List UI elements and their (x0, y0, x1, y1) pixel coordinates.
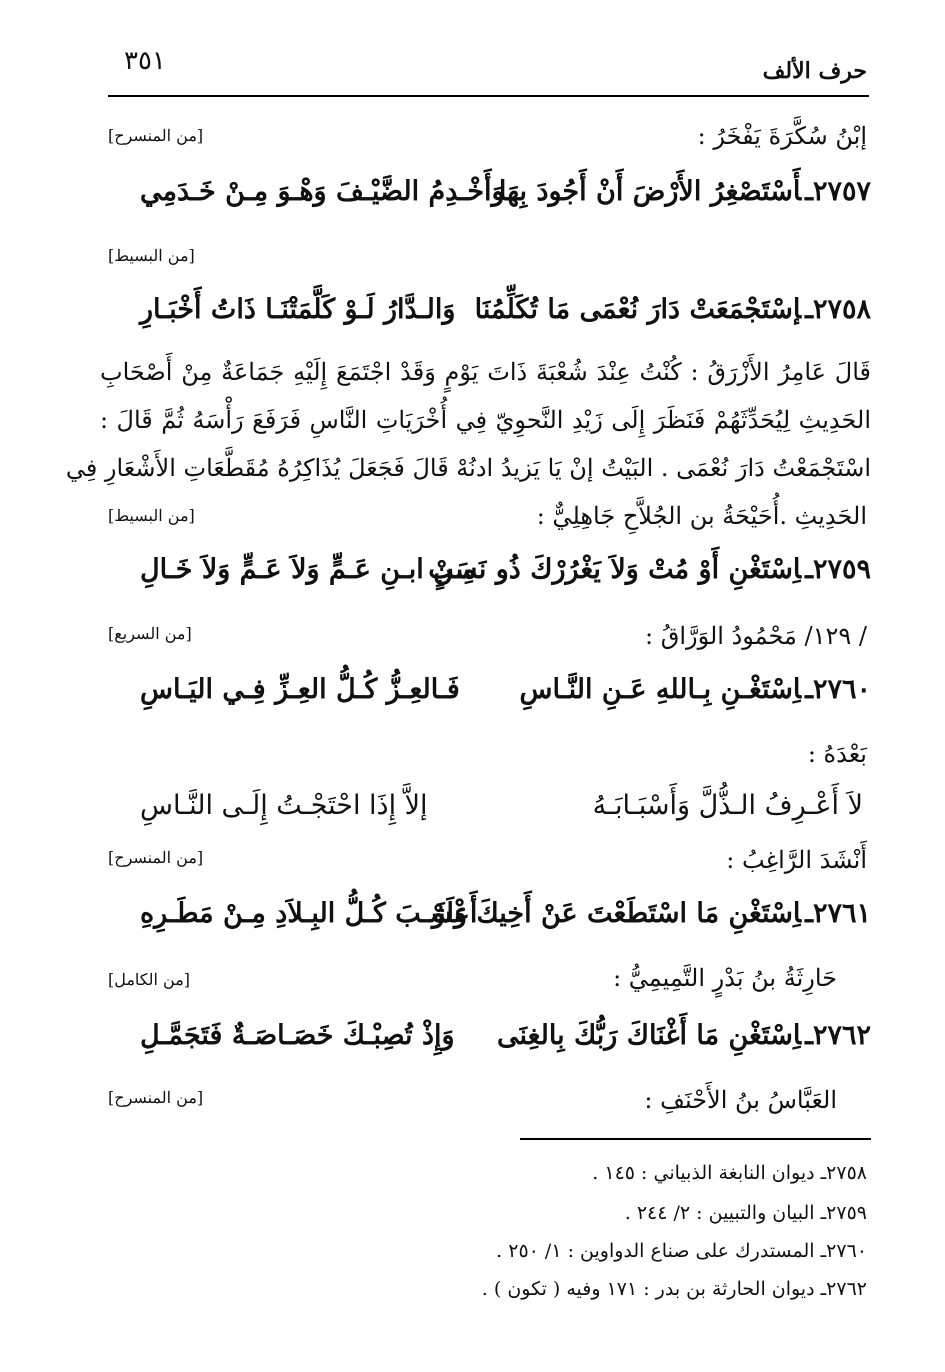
poet-intro: أَنْشَدَ الرَّاغِبُ : (726, 846, 867, 874)
prose-line: اسْتَجْمَعْتُ دَارَ نُعْمَى . البَيْتُ إنْ يَا يَزيدُ ادنُهْ قَالَ فَجَعَلَ يُذَاكِرُهُ مُقَطَّعَاتِ الأَشْعَارِ فِي (65, 454, 871, 482)
meter-label: [من المنسرح] (108, 1088, 204, 1107)
verse-2761 (100, 898, 871, 938)
verse-number: ٢٧٦٢ـ (805, 1020, 871, 1051)
meter-label: [من المنسرح] (108, 126, 204, 145)
verse-first-hemistich: ٢٧٦٢ـاِسْتَغْنِ مَا أَغْنَاكَ رَبُّكَ بِالغِنَى (496, 1020, 871, 1051)
poet-intro: / ١٢٩/ مَحْمُودُ الوَرَّاقُ : (644, 622, 867, 650)
page-header (110, 42, 867, 92)
verse-first-hemistich: ٢٧٦١ـاِسْتَغْنِ مَا اسْتَطَعْتَ عَنْ أَخِيكَ وَلَوْ (431, 898, 871, 929)
footnote: ٢٧٦٠ـ المستدرك على صناع الدواوين : ١/ ٢٥٠ . (496, 1240, 867, 1262)
verse-second-hemistich: مِـنْ ابـنِ عَـمٍّ وَلاَ عَـمٍّ وَلاَ خَـالِ (140, 554, 477, 585)
poet-intro: العَبَّاسُ بنُ الأَحْنَفِ : (644, 1086, 837, 1114)
verse-second-hemistich: إلاَّ إِذَا احْتَجْـتُ إِلَـى النَّـاسِ (140, 790, 428, 821)
poet-intro: بَعْدَهُ : (807, 740, 867, 768)
footnote: ٢٧٦٢ـ ديوان الحارثة بن بدر : ١٧١ وفيه ( تكون ) . (481, 1278, 867, 1300)
verse-2759 (100, 554, 871, 594)
verse-number: ٢٧٥٩ـ (805, 554, 871, 585)
verse-first-hemistich: ٢٧٥٧ـأَسْتَصْغِرُ الأَرْضَ أَنْ أَجُودَ بِهَا (498, 176, 871, 207)
verse-2757 (100, 176, 871, 216)
verse-second-hemistich: وَأَخْـدِمُ الضَّيْـفَ وَهْـوَ مِـنْ خَـدَمِي (140, 176, 505, 207)
verse-2760 (100, 674, 871, 714)
verse-number: ٢٧٥٨ـ (805, 294, 871, 325)
verse-first-hemistich: ٢٧٥٨ـإسْتَجْمَعَتْ دَارَ نُعْمَى مَا تُكَلِّمُنَا (474, 294, 871, 325)
footnote-rule (520, 1138, 871, 1140)
verse-number: ٢٧٦٠ـ (805, 674, 871, 705)
meter-label: [من البسيط] (108, 246, 195, 265)
verse-number: ٢٧٥٧ـ (805, 176, 871, 207)
meter-label: [من البسيط] (108, 506, 195, 525)
verse-number: ٢٧٦١ـ (805, 898, 871, 929)
chapter-title: حرف الألف (762, 58, 867, 84)
verse-first-hemistich: ٢٧٦٠ـاِسْتَغْـنِ بِـاللهِ عَـنِ النَّـاسِ (519, 674, 871, 705)
verse-second-hemistich: فَـالعِـزُّ كُـلُّ العِـزِّ فِـي اليَـاسِ (140, 674, 460, 705)
header-rule (108, 95, 869, 97)
poet-intro: حَارِثَةُ بنُ بَدْرٍ التَّمِيمِيُّ : (613, 964, 837, 992)
verse-first-hemistich: لاَ أَعْـرِفُ الـذُّلَّ وَأَسْبَـابَـهُ (592, 790, 863, 821)
footnote: ٢٧٥٩ـ البيان والتبيين : ٢/ ٢٤٤ . (624, 1202, 867, 1224)
meter-label: [من السريع] (108, 624, 192, 643)
page-number: ٣٥١ (124, 46, 166, 76)
verse-first-hemistich: ٢٧٥٩ـاِسْتَغْنِ أَوْ مُتْ وَلاَ يَغْرُرْكَ ذُو نَسَبٍ (428, 554, 871, 585)
prose-line: قَالَ عَامِرُ الأَزْرَقُ : كُنْتُ عِنْدَ شُعْبَةَ ذَاتَ يَوْمٍ وَقَدْ اجْتَمَعَ إِلَيْهِ جَمَاعَةٌ مِنْ أَصْحَابِ (100, 358, 871, 386)
verse-second-hemistich: وَإِذْ تُصِبْـكَ خَصَـاصَـةٌ فَتَجَمَّـلِ (140, 1020, 455, 1051)
prose-line: الحَدِيثِ لِيُحَدِّثَهُمْ فَنَظَرَ إِلَى زَيْدِ النَّحوِيّ فِي أُخْرَيَاتِ النَّاسِ فَرَفَعَ رَأْسَهُ ثُمَّ قَالَ : (100, 406, 871, 434)
footnote: ٢٧٥٨ـ ديوان النابغة الذبياني : ١٤٥ . (592, 1162, 867, 1184)
prose-line: الحَدِيثِ .أُحَيْحَةُ بن الجُلاَّحِ جَاهِلِيٌّ : (536, 502, 867, 530)
poet-intro: إبْنُ سُكَّرَةَ يَفْخَرُ : (697, 122, 867, 150)
verse-2762 (100, 1020, 871, 1060)
verse-2758 (100, 294, 871, 334)
verse-2760-cont (100, 790, 871, 830)
meter-label: [من المنسرح] (108, 848, 204, 867)
verse-second-hemistich: أَعْشَـبَ كُـلُّ البِـلاَدِ مِـنْ مَطَـرِهِ (140, 898, 478, 929)
verse-second-hemistich: وَالـدَّارُ لَـوْ كَلَّمَتْنَـا ذَاتُ أَخْبَـارِ (140, 294, 456, 325)
meter-label: [من الكامل] (108, 970, 191, 989)
